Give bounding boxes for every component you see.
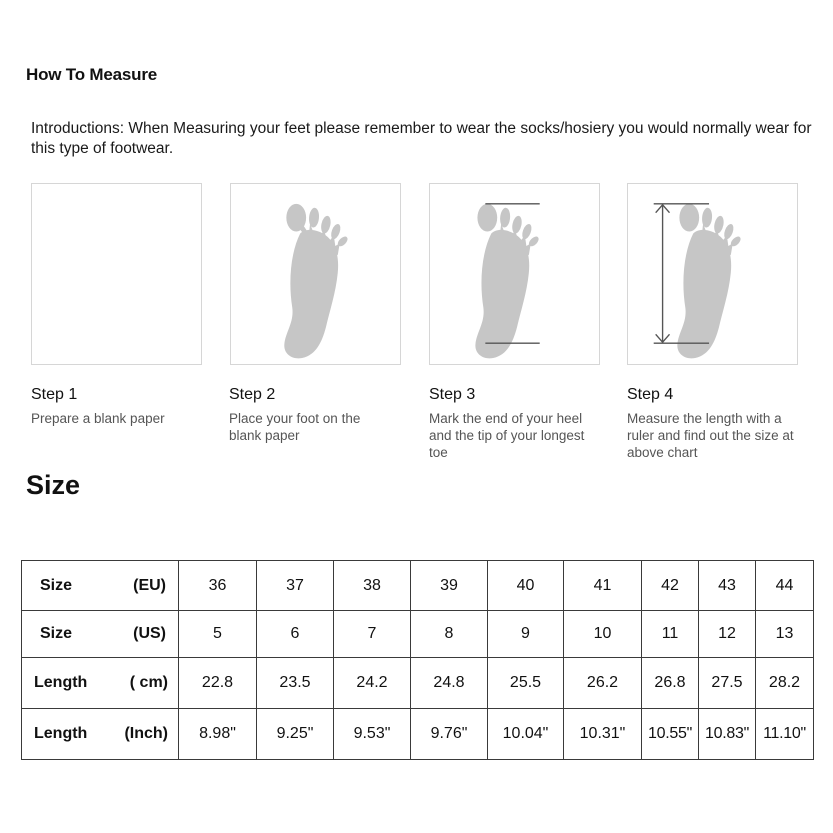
size-chart-table [21, 560, 814, 760]
table-cell: 28.2 [756, 658, 814, 709]
footprint-with-ruler-icon [628, 184, 797, 364]
table-cell: 42 [642, 561, 699, 611]
step-3-description: Mark the end of your heel and the tip of your longest toe [429, 411, 585, 460]
size-heading: Size [26, 470, 81, 500]
row-header: Length (Inch) [22, 709, 179, 760]
step-3-image-foot-marked [429, 183, 600, 365]
row-header: Length ( cm) [22, 658, 179, 709]
step-4-description: Measure the length with a ruler and find out the size at above chart [627, 411, 794, 460]
footprint-with-marks-icon [430, 184, 599, 364]
table-cell: 10.83" [699, 709, 756, 760]
table-cell: 26.8 [642, 658, 699, 709]
table-cell: 26.2 [564, 658, 642, 709]
step-2-image-foot [230, 183, 401, 365]
table-cell: 36 [179, 561, 257, 611]
table-cell: 37 [257, 561, 334, 611]
table-cell: 11.10" [756, 709, 814, 760]
table-row-size-us [22, 611, 814, 658]
table-cell: 24.8 [411, 658, 488, 709]
how-to-measure-heading: How To Measure [26, 65, 158, 84]
table-cell: 23.5 [257, 658, 334, 709]
table-cell: 8 [411, 611, 488, 658]
table-cell: 25.5 [488, 658, 564, 709]
table-cell: 7 [334, 611, 411, 658]
table-row-length-cm [22, 658, 814, 709]
table-cell: 13 [756, 611, 814, 658]
table-cell: 8.98" [179, 709, 257, 760]
table-cell: 10.31" [564, 709, 642, 760]
step-2-title: Step 2 [229, 386, 276, 403]
intro-text: Introductions: When Measuring your feet please remember to wear the socks/hosiery you would normally wear for this type of footwear. [31, 120, 812, 157]
table-cell: 9.25" [257, 709, 334, 760]
table-cell: 9.53" [334, 709, 411, 760]
step-1-title: Step 1 [31, 386, 78, 403]
table-cell: 9 [488, 611, 564, 658]
table-cell: 5 [179, 611, 257, 658]
table-cell: 11 [642, 611, 699, 658]
step-1-description: Prepare a blank paper [31, 411, 165, 426]
table-cell: 10.55" [642, 709, 699, 760]
step-4-image-foot-ruler [627, 183, 798, 365]
table-cell: 22.8 [179, 658, 257, 709]
table-cell: 41 [564, 561, 642, 611]
step-2-description: Place your foot on the blank paper [229, 411, 361, 443]
footprint-icon [231, 184, 400, 364]
table-row-length-inch [22, 709, 814, 760]
table-cell: 38 [334, 561, 411, 611]
step-1-image-blank-paper [31, 183, 202, 365]
table-cell: 44 [756, 561, 814, 611]
row-header: Size (US) [22, 611, 179, 658]
step-4-title: Step 4 [627, 386, 674, 403]
table-row-size-eu [22, 561, 814, 611]
table-cell: 43 [699, 561, 756, 611]
table-cell: 10 [564, 611, 642, 658]
table-cell: 9.76" [411, 709, 488, 760]
table-cell: 27.5 [699, 658, 756, 709]
table-cell: 40 [488, 561, 564, 611]
step-3-title: Step 3 [429, 386, 476, 403]
table-cell: 10.04" [488, 709, 564, 760]
table-cell: 39 [411, 561, 488, 611]
table-cell: 24.2 [334, 658, 411, 709]
row-header: Size (EU) [22, 561, 179, 611]
table-cell: 12 [699, 611, 756, 658]
table-cell: 6 [257, 611, 334, 658]
